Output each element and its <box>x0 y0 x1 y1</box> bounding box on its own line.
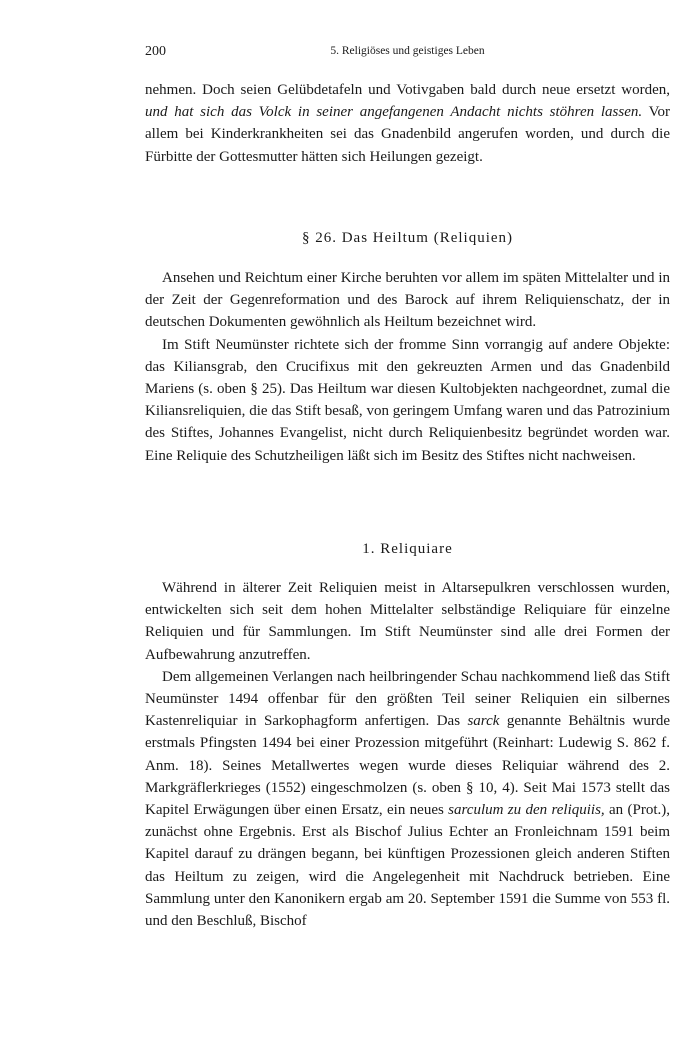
page-header <box>145 44 670 64</box>
paragraph-3: Im Stift Neumünster richtete sich der fromme Sinn vorrangig auf andere Objekte: das Kiliansgrab, den Crucifixus mit den gekreuzten Armen und das Gnadenbild Mariens (s. oben § 25). Das Heiltum war diesen Kultobjekten nachgeordnet, zumal die Kiliansreliquien, die das Stift besaß, von geringem Umfang waren und das Patrozinium des Stiftes, Johannes Evangelist, nicht durch Reliquienbesitz begründet worden war. Eine Reliquie des Schutzheiligen läßt sich im Besitz des Stiftes nicht nachweisen. <box>145 336 670 464</box>
paragraph-continued <box>145 79 670 168</box>
paragraph-2: Ansehen und Reichtum einer Kirche beruhten vor allem im späten Mittelalter und in der Zeit der Gegenreformation und des Barock auf ihrem Reliquienschatz, der in deutschen Dokumenten gewöhnlich als Heiltum bezeichnet wird. <box>145 270 670 331</box>
paragraph-1: nehmen. Doch seien Gelübdetafeln und Votivgaben bald durch neue ersetzt worden, und hat sich das Volck in seiner angefangenen Andacht nichts stöhren lassen. Vor allem bei Kinderkrankheiten sei das Gnadenbild angerufen worden, und durch die Fürbitte der Gottesmutter hätten sich Heilungen gezeigt. <box>145 82 670 165</box>
paragraph-4: Während in älterer Zeit Reliquien meist in Altarsepulkren verschlossen wurden, entwickelten sich seit dem hohen Mittelalter selbständige Reliquiare für einzelne Reliquien und für Sammlungen. Im Stift Neumünster sind alle drei Formen der Aufbewahrung anzutreffen. <box>145 580 670 663</box>
page-number: 200 <box>145 44 166 59</box>
running-title: 5. Religiöses und geistiges Leben <box>330 45 485 57</box>
paragraph-5: Dem allgemeinen Verlangen nach heilbringender Schau nachkommend ließ das Stift Neumünster 1494 offenbar für den größten Teil seiner Reliquien ein silbernes Kastenreliquiar in Sarkophagform anfertigen. Das sarck genannte Behältnis wurde erstmals Pfingsten 1494 bei einer Prozession mitgeführt (Reinhart: Ludewig S. 862 f. Anm. 18). Seines Metallwertes wegen wurde dieses Reliquiar während des 2. Markgräflerkrieges (1552) eingeschmolzen (s. oben § 10, 4). Seit Mai 1573 stellt das Kapitel Erwägungen über einen Ersatz, ein neues sarculum zu den reliquiis, an (Prot.), zunächst ohne Ergebnis. Erst als Bischof Julius Echter an Fronleichnam 1591 beim Kapitel darauf zu drängen begann, bei künftigen Prozessionen gleich anderen Stiften das Heiltum zu zeigen, wird die Angelegenheit mit Nachdruck betrieben. Eine Sammlung unter den Kanonikern ergab am 20. September 1591 die Summe von 553 fl. und den Beschluß, Bischof <box>145 668 670 930</box>
subsection-heading: 1. Reliquiare <box>362 541 453 557</box>
quoted-text: und hat sich das Volck in seiner angefangenen Andacht nichts stöhren lassen. <box>145 104 643 121</box>
subsection-body <box>145 577 670 932</box>
section-body <box>145 267 670 467</box>
term-sarculum: sarculum zu den reliquiis, <box>448 802 605 819</box>
term-sarck: sarck <box>467 713 500 730</box>
section-heading: § 26. Das Heiltum (Reliquien) <box>301 230 514 246</box>
